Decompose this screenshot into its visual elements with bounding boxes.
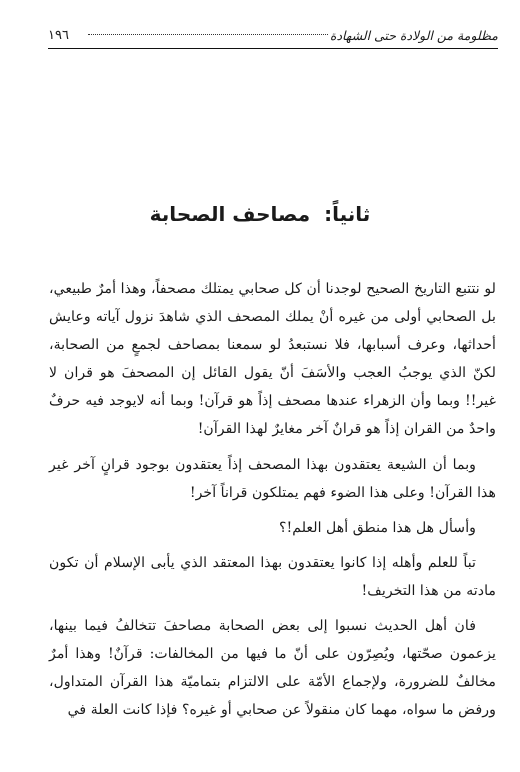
paragraph: فان أهل الحديث نسبوا إلى بعض الصحابة مصاحفَ تتخالفُ فيما بينها، يزعمون صحّتها، ويُصِرّون على أنّ ما فيها من المخالفات: قرآنٌ! وهذا أمرٌ مخالفٌ للضرورة، ولإجماع الأمّة على الالتزام بتماميّة هذا القرآن المتداول، ورفض ما سواه، مهما كان منقولاً عن صحابي أو غيره؟ فإذا كانت العلة في	[49, 618, 496, 718]
running-title: مظلومة من الولادة حتى الشهادة	[329, 28, 498, 43]
paragraph: تباً للعلم وأهله إذا كانوا يعتقدون بهذا المعتقد الذي يأبى الإسلام أن تكون مادته من هذا التخريف!	[49, 555, 496, 599]
body-text	[49, 275, 496, 731]
running-header	[48, 26, 498, 46]
leader-dots	[88, 34, 328, 35]
page-number: ١٩٦	[48, 28, 69, 43]
header-rule	[48, 48, 498, 49]
paragraph: وبما أن الشيعة يعتقدون بهذا المصحف إذاً يعتقدون بوجود قرانٍ آخر غير هذا القرآن! وعلى هذا الضوء فهم يمتلكون قراناً آخر!	[49, 457, 496, 501]
section-ordinal: ثانياً:	[324, 202, 371, 226]
section-title: مصاحف الصحابة	[149, 202, 311, 226]
paragraph: لو نتتبع التاريخ الصحيح لوجدنا أن كل صحابي يمتلك مصحفاً، وهذا أمرٌ طبيعي، بل الصحابي أولى من غيره أنْ يملك المصحف الذي شاهدَ نزول آياته وعايش أحداثها، وعرف أسبابها، فلا نستبعدُ لو سمعنا بمصاحف لجمعٍ من الصحابة، لكنّ الذي يوجبُ العجب والأسَفَ أنّ يقول القائل إن المصحفَ هو قران لا غير!! وبما وأن الزهراء عندها مصحف إذاً هو قرآن! وبما أنه لايوجد فيه حرفٌ واحدٌ من القران إذاً هو قرانٌ آخر مغايرٌ لهذا القرآن!	[49, 281, 496, 437]
paragraph: وأسأل هل هذا منطق أهل العلم!؟	[279, 520, 476, 536]
section-heading	[60, 202, 460, 226]
